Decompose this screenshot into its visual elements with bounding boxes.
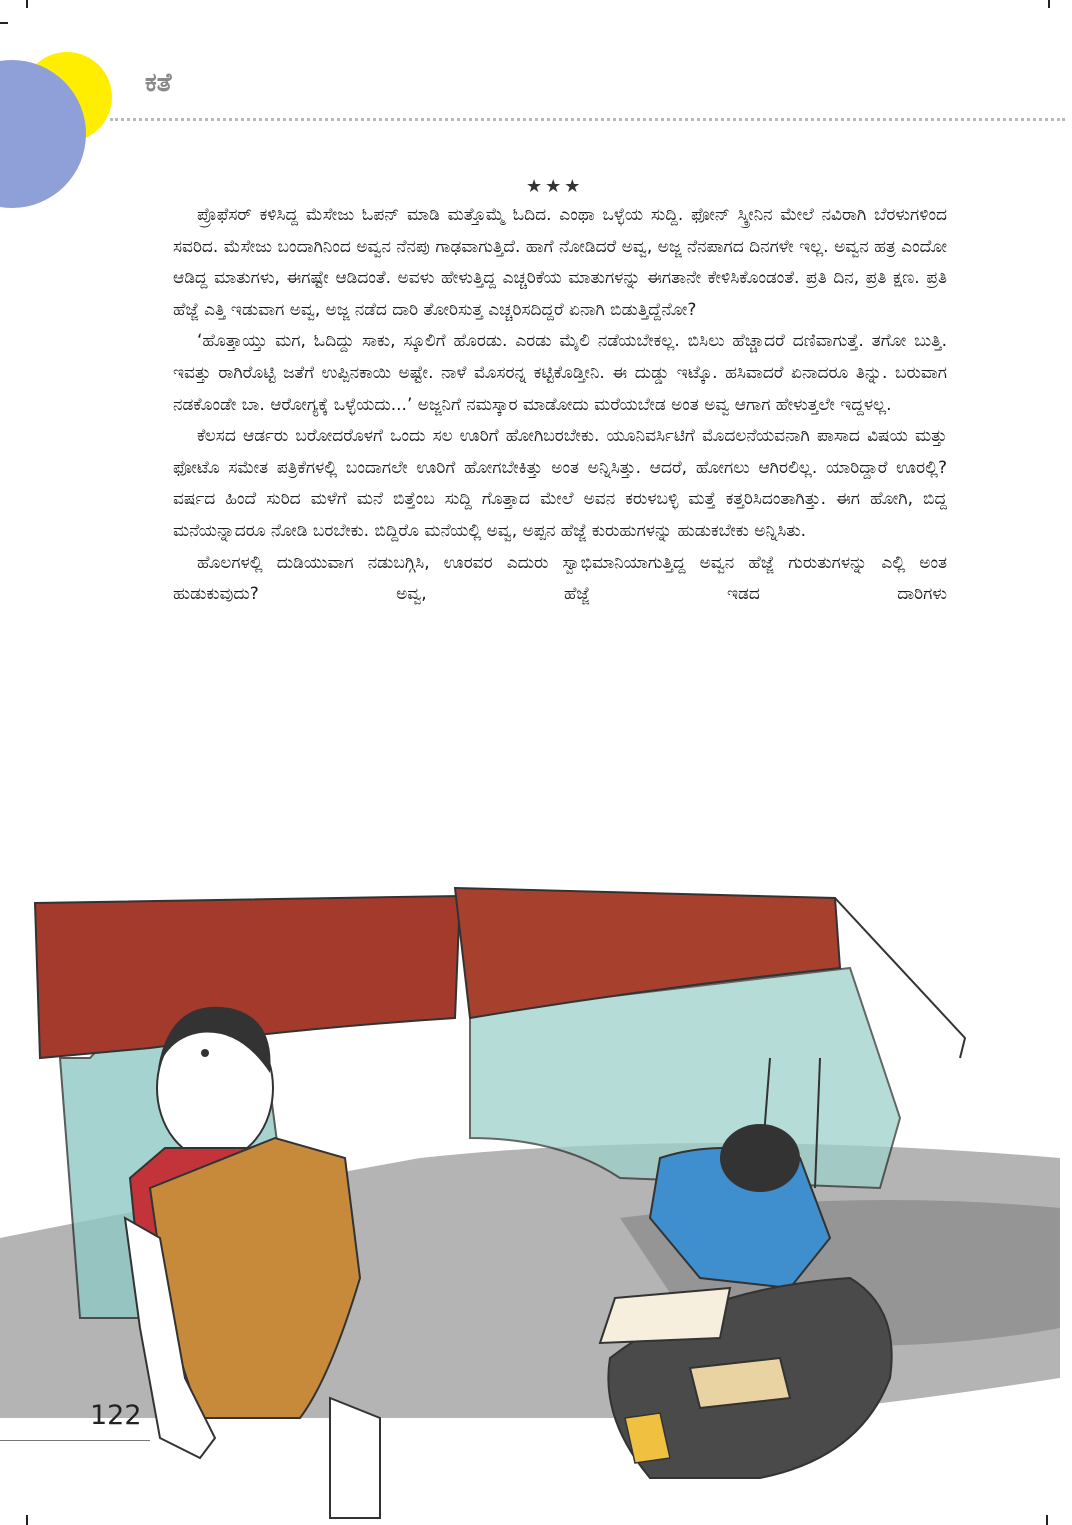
- paragraph-2: ‘ಹೊತ್ತಾಯ್ತು ಮಗ, ಓದಿದ್ದು ಸಾಕು, ಸ್ಕೂಲಿಗೆ ಹೊರಡು. ಎರಡು ಮೈಲಿ ನಡೆಯಬೇಕಲ್ಲ. ಬಿಸಿಲು ಹೆಚ್ಚಾದರೆ ದಣಿವಾಗುತ್ತೆ. ತಗೋ ಬುತ್ತಿ. ಇವತ್ತು ರಾಗಿರೊಟ್ಟಿ ಜತೆಗೆ ಉಪ್ಪಿನಕಾಯಿ ಅಷ್ಟೇ. ನಾಳೆ ಮೊಸರನ್ನ ಕಟ್ಟಿಕೊಡ್ತೀನಿ. ಈ ದುಡ್ಡು ಇಟ್ಕೊ. ಹಸಿವಾದರೆ ಏನಾದರೂ ತಿನ್ನು. ಬರುವಾಗ ನಡಕೊಂಡೇ ಬಾ. ಆರೋಗ್ಯಕ್ಕೆ ಒಳ್ಳೆಯದು...’ ಅಜ್ಜನಿಗೆ ನಮಸ್ಕಾರ ಮಾಡೋದು ಮರೆಯಬೇಡ ಅಂತ ಅವ್ವ ಆಗಾಗ ಹೇಳುತ್ತಲೇ ಇದ್ದಳಲ್ಲ.: [173, 331, 947, 415]
- crop-mark-top-left: [26, 0, 28, 8]
- section-label: ಕತೆ: [145, 68, 172, 98]
- crop-mark-left-top: [0, 22, 8, 24]
- page-number: 122: [90, 1400, 142, 1431]
- woman-figure: [125, 1007, 380, 1518]
- story-text: [173, 200, 947, 611]
- section-break-stars: ★★★: [526, 176, 584, 197]
- header-dotted-rule: [110, 118, 1065, 121]
- paragraph-1: ಪ್ರೊಫೆಸರ್ ಕಳಿಸಿದ್ದ ಮೆಸೇಜು ಓಪನ್ ಮಾಡಿ ಮತ್ತೊಮ್ಮೆ ಓದಿದ. ಎಂಥಾ ಒಳ್ಳೆಯ ಸುದ್ದಿ. ಫೋನ್ ಸ್ಕ್ರೀನಿನ ಮೇಲೆ ನವಿರಾಗಿ ಬೆರಳುಗಳಿಂದ ಸವರಿದ. ಮೆಸೇಜು ಬಂದಾಗಿನಿಂದ ಅವ್ವನ ನೆನಪು ಗಾಢವಾಗುತ್ತಿದೆ. ಹಾಗೆ ನೋಡಿದರೆ ಅವ್ವ, ಅಜ್ಜ ನೆನಪಾಗದ ದಿನಗಳೇ ಇಲ್ಲ. ಅವ್ವನ ಹತ್ರ ಎಂದೋ ಆಡಿದ್ದ ಮಾತುಗಳು, ಈಗಷ್ಟೇ ಆಡಿದಂತೆ. ಅವಳು ಹೇಳುತ್ತಿದ್ದ ಎಚ್ಚರಿಕೆಯ ಮಾತುಗಳನ್ನು ಈಗತಾನೇ ಕೇಳಿಸಿಕೊಂಡಂತೆ. ಪ್ರತಿ ದಿನ, ಪ್ರತಿ ಕ್ಷಣ. ಪ್ರತಿ ಹೆಜ್ಜೆ ಎತ್ತಿ ಇಡುವಾಗ ಅವ್ವ, ಅಜ್ಜ ನಡೆದ ದಾರಿ ತೋರಿಸುತ್ತ ಎಚ್ಚರಿಸದಿದ್ದರೆ ಏನಾಗಿ ಬಿಡುತ್ತಿದ್ದೆನೋ?: [173, 205, 947, 320]
- paragraph-4: ಹೊಲಗಳಲ್ಲಿ ದುಡಿಯುವಾಗ ನಡುಬಗ್ಗಿಸಿ, ಊರವರ ಎದುರು ಸ್ವಾಭಿಮಾನಿಯಾಗುತ್ತಿದ್ದ ಅವ್ವನ ಹೆಜ್ಜೆ ಗುರುತುಗಳನ್ನು ಎಲ್ಲಿ ಅಂತ ಹುಡುಕುವುದು? ಅವ್ವ, ಹೆಜ್ಜೆ ಇಡದ ದಾರಿಗಳು: [173, 552, 947, 605]
- page-number-rule: [0, 1440, 150, 1441]
- crop-mark-top-right: [1048, 0, 1050, 8]
- story-illustration: [0, 858, 1072, 1525]
- paragraph-3: ಕೆಲಸದ ಆರ್ಡರು ಬರೋದರೊಳಗೆ ಒಂದು ಸಲ ಊರಿಗೆ ಹೋಗಿಬರಬೇಕು. ಯೂನಿವರ್ಸಿಟಿಗೆ ಮೊದಲನೆಯವನಾಗಿ ಪಾಸಾದ ವಿಷಯ ಮತ್ತು ಫೋಟೊ ಸಮೇತ ಪತ್ರಿಕೆಗಳಲ್ಲಿ ಬಂದಾಗಲೇ ಊರಿಗೆ ಹೋಗಬೇಕಿತ್ತು ಅಂತ ಅನ್ನಿಸಿತ್ತು. ಆದರೆ, ಹೋಗಲು ಆಗಿರಲಿಲ್ಲ. ಯಾರಿದ್ದಾರೆ ಊರಲ್ಲಿ? ವರ್ಷದ ಹಿಂದೆ ಸುರಿದ ಮಳೆಗೆ ಮನೆ ಬಿತ್ತೆಂಬ ಸುದ್ದಿ ಗೊತ್ತಾದ ಮೇಲೆ ಅವನ ಕರುಳಬಳ್ಳಿ ಮತ್ತೆ ಕತ್ತರಿಸಿದಂತಾಗಿತ್ತು. ಈಗ ಹೋಗಿ, ಬಿದ್ದ ಮನೆಯನ್ನಾದರೂ ನೋಡಿ ಬರಬೇಕು. ಬಿದ್ದಿರೊ ಮನೆಯಲ್ಲಿ ಅವ್ವ, ಅಪ್ಪನ ಹೆಜ್ಜೆ ಕುರುಹುಗಳನ್ನು ಹುಡುಕಬೇಕು ಅನ್ನಿಸಿತು.: [173, 426, 947, 541]
